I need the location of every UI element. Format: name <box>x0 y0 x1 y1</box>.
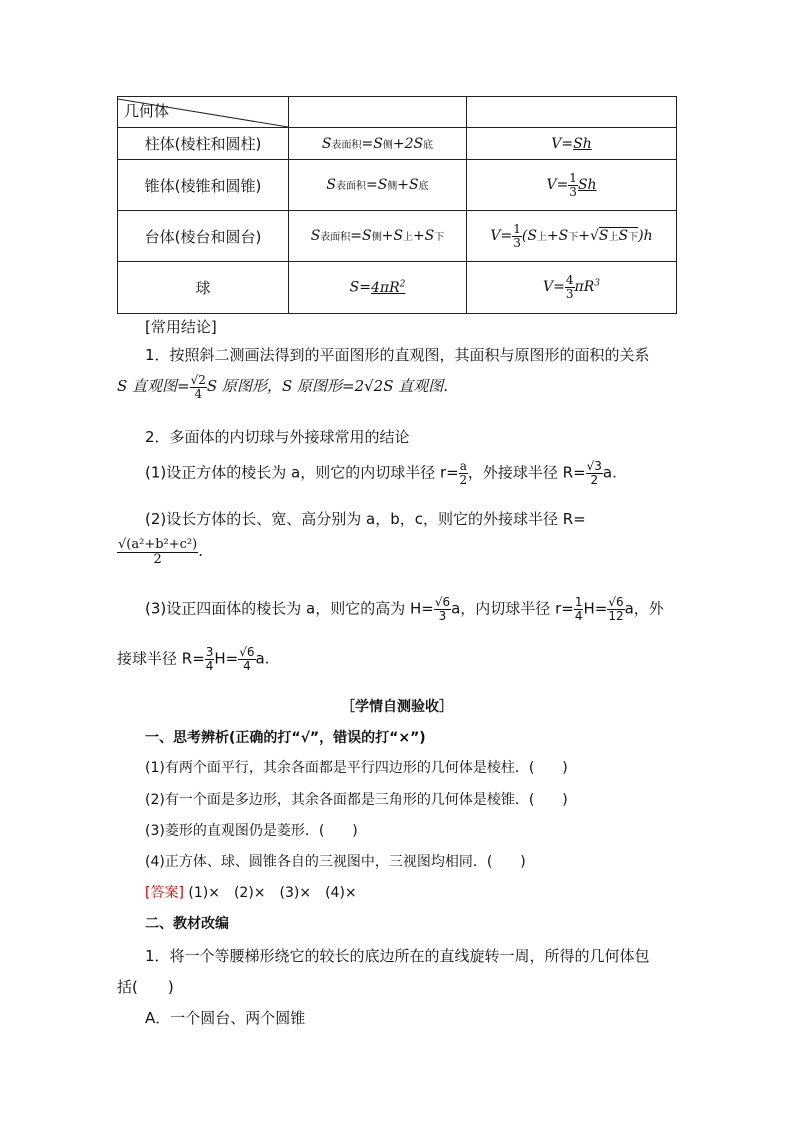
quiz-answer <box>145 882 357 902</box>
conclusion-2-part-1: (1)设正方体的棱长为 a，则它的内切球半径 r= $\frac{a}{2}$ ，外接球半径 R= $\frac{√3}{2}$ a. <box>145 459 617 487</box>
row-name-pyramid: 锥体(棱锥和圆锥) <box>118 160 289 211</box>
quiz-q1: (1)有两个面平行，其余各面都是平行四边形的几何体是棱柱．( ) <box>145 760 568 776</box>
row-area-pyramid: S表面积=S侧+S底 <box>289 160 467 211</box>
quiz-q2: (2)有一个面是多边形，其余各面都是三角形的几何体是棱锥．( ) <box>145 792 568 808</box>
table-header-diagonal-cell <box>118 97 289 128</box>
answer-label: [答案] <box>145 885 184 901</box>
row-area-sphere: $S=4\pi R^2$ <box>289 262 467 314</box>
table-header-volume <box>467 97 677 128</box>
conclusion-2-part-3: (3)设正四面体的棱长为 a，则它的高为 H= $\frac{√6}{3}$ a，内切球半径 r= $\frac{1}{4}$ H= $\frac{√6}{12}$ a，外 <box>145 595 664 623</box>
conclusion-2-part-2-formula: $\frac{\text{√(a²+b²+c²)}}{2}$ . <box>118 537 203 567</box>
row-volume-pyramid: V= $\frac{1}{3}$ Sh <box>467 160 677 211</box>
conclusion-1: 1．按照斜二测画法得到的平面图形的直观图，其面积与原图形的面积的关系 <box>145 346 650 364</box>
row-volume-sphere: V= $\frac{4}{3}$ $\pi R^3$ <box>467 262 677 314</box>
quiz-part-1: 一、思考辨析(正确的打“√”，错误的打“×”) <box>145 730 426 746</box>
answer-text: (1)× (2)× (3)× (4)× <box>188 885 357 901</box>
conclusion-2-part-2: (2)设长方体的长、宽、高分别为 a，b，c，则它的外接球半径 R= <box>145 510 586 528</box>
table-header-label: 几何体 <box>124 102 170 120</box>
option-a: A．一个圆台、两个圆锥 <box>145 1009 306 1027</box>
row-area-frustum: S表面积=S侧+S上+S下 <box>289 211 467 262</box>
quiz-part-2: 二、教材改编 <box>145 916 229 932</box>
row-volume-frustum: V= $\frac{1}{3}$ (S上+S下+√S上S下)h <box>467 211 677 262</box>
row-name-frustum: 台体(棱台和圆台) <box>118 211 289 262</box>
exercise-1-line-2: 括( ) <box>117 978 174 996</box>
conclusion-1-formula: S 直观图= $\frac{√2}{4}$ S 原图形，S 原图形=2√2S 直观图. <box>117 373 449 401</box>
quiz-q3: (3)菱形的直观图仍是菱形．( ) <box>145 823 358 839</box>
exercise-1-line-1: 1．将一个等腰梯形绕它的较长的底边所在的直线旋转一周，所得的几何体包 <box>145 947 650 965</box>
conclusion-2: 2．多面体的内切球与外接球常用的结论 <box>145 428 410 446</box>
geometry-formula-table <box>117 96 677 314</box>
section-title: ［学情自测验收］ <box>341 699 453 715</box>
row-area-prism: S表面积=S侧+2S底 <box>289 128 467 160</box>
conclusion-2-part-3-cont: 接球半径 R= $\frac{3}{4}$ H= $\frac{√6}{4}$ a. <box>117 645 270 673</box>
quiz-q4: (4)正方体、球、圆锥各自的三视图中，三视图均相同．( ) <box>145 854 526 870</box>
table-header-area <box>289 97 467 128</box>
row-volume-prism: V=Sh <box>467 128 677 160</box>
conclusions-heading: [常用结论] <box>145 318 217 336</box>
row-name-sphere: 球 <box>118 262 289 314</box>
row-name-prism: 柱体(棱柱和圆柱) <box>118 128 289 160</box>
